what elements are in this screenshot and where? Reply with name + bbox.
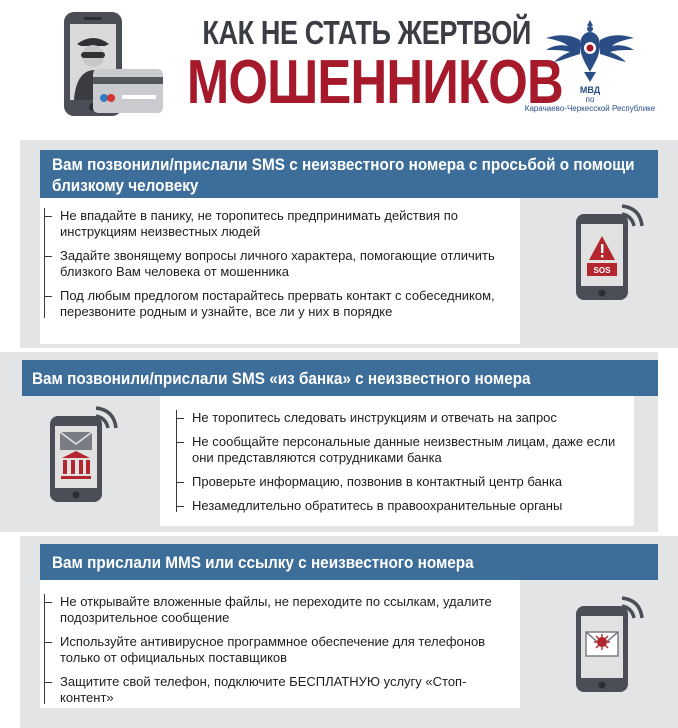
section-bank-call [0,352,678,532]
advice-list [182,410,632,522]
title-line-2: МОШЕННИКОВ [186,48,563,117]
section-heading-line2: близкому человеку [52,176,199,195]
section-heading [40,544,658,580]
police-emblem-icon [540,12,640,84]
sos-warning-phone-icon [570,202,650,302]
list-item: Не открывайте вложенные файлы, не переходите по ссылкам, удалите подозрительное сообщение [50,594,520,626]
virus-mms-phone-icon [570,594,650,694]
credit-card-icon [92,68,164,116]
title-line-1: КАК НЕ СТАТЬ ЖЕРТВОЙ [202,14,531,51]
header [0,0,678,140]
section-heading-line1: Вам позвонили/прислали SMS с неизвестного номера с просьбой о помощи [52,155,635,174]
section-heading-text: Вам позвонили/прислали SMS «из банка» с неизвестного номера [32,369,531,388]
bank-sms-phone-icon [44,404,124,504]
section-heading [22,360,658,396]
list-item: Под любым предлогом постарайтесь прервать контакт с собеседником, перезвоните родным и узнайте, все ли у них в порядке [50,288,520,320]
section-heading-text: Вам прислали MMS или ссылку с неизвестного номера [52,553,474,572]
list-item: Проверьте информацию, позвонив в контактный центр банка [182,474,632,490]
list-item: Незамедлительно обратитесь в правоохранительные органы [182,498,632,514]
emblem-sub2: Карачаево-Черкесской Республике [524,104,656,113]
list-item: Не впадайте в панику, не торопитесь предпринимать действия по инструкциям неизвестных людей [50,208,520,240]
list-item: Используйте антивирусное программное обеспечение для телефонов только от официальных поставщиков [50,634,520,666]
list-item: Задайте звонящему вопросы личного характера, помогающие отличить близкого Вам человека от мошенника [50,248,520,280]
section-relative-help [0,140,678,348]
list-item: Не сообщайте персональные данные неизвестным лицам, даже если они представляются сотрудниками банка [182,434,632,466]
list-item: Не торопитесь следовать инструкциям и отвечать на запрос [182,410,632,426]
advice-list [50,208,520,328]
list-item: Защитите свой телефон, подключите БЕСПЛАТНУЮ услугу «Стоп-контент» [50,674,520,706]
section-mms-link [0,536,678,728]
sos-label: SOS [593,266,611,275]
section-heading [40,150,658,198]
advice-list [50,594,520,714]
emblem-sub1: по [585,95,595,104]
emblem-abbr: МВД [579,85,601,95]
emblem-caption [520,86,660,113]
